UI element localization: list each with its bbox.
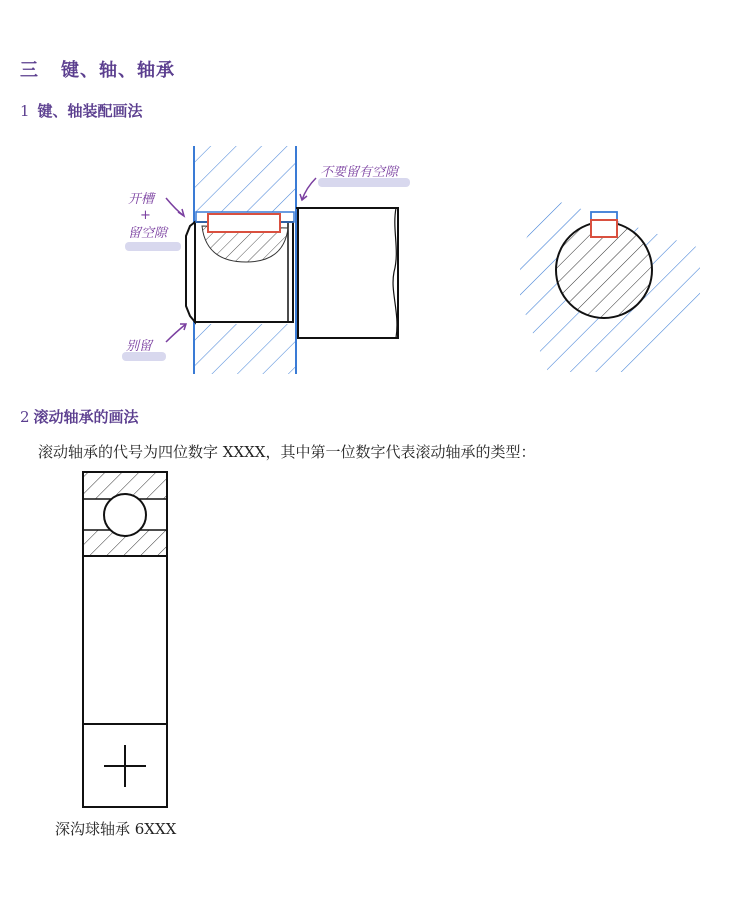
subsection-heading-2: [20, 406, 139, 427]
section-title: 键、轴、轴承: [61, 60, 175, 81]
annotation-no-leave-text: 别留: [126, 339, 153, 354]
annotation-no-leave: [122, 324, 186, 361]
subsection-title: 键、轴装配画法: [37, 102, 143, 120]
bearing-description: 滚动轴承的代号为四位数字 XXXX，其中第一位数字代表滚动轴承的类型：: [38, 443, 536, 461]
shaft-small-end: [186, 222, 293, 322]
subsection-title: 滚动轴承的画法: [33, 408, 139, 426]
annotation-slot-gap: [125, 192, 184, 251]
shaft-large-section: [296, 208, 398, 338]
subsection-number: 1: [20, 102, 30, 120]
annotation-slot-text: 开槽: [128, 192, 155, 207]
key: [196, 212, 294, 232]
subsection-number: 2: [20, 408, 30, 426]
annotation-no-gap: [300, 164, 410, 200]
annotation-plus-text: +: [140, 208, 151, 223]
annotation-gap-text: 留空隙: [128, 226, 168, 241]
section-number: 三: [20, 60, 39, 81]
shaft-cross-section: [510, 190, 710, 380]
annotation-no-gap-text: 不要留有空隙: [320, 165, 399, 180]
bearing-caption: 深沟球轴承 6XXX: [55, 820, 177, 838]
